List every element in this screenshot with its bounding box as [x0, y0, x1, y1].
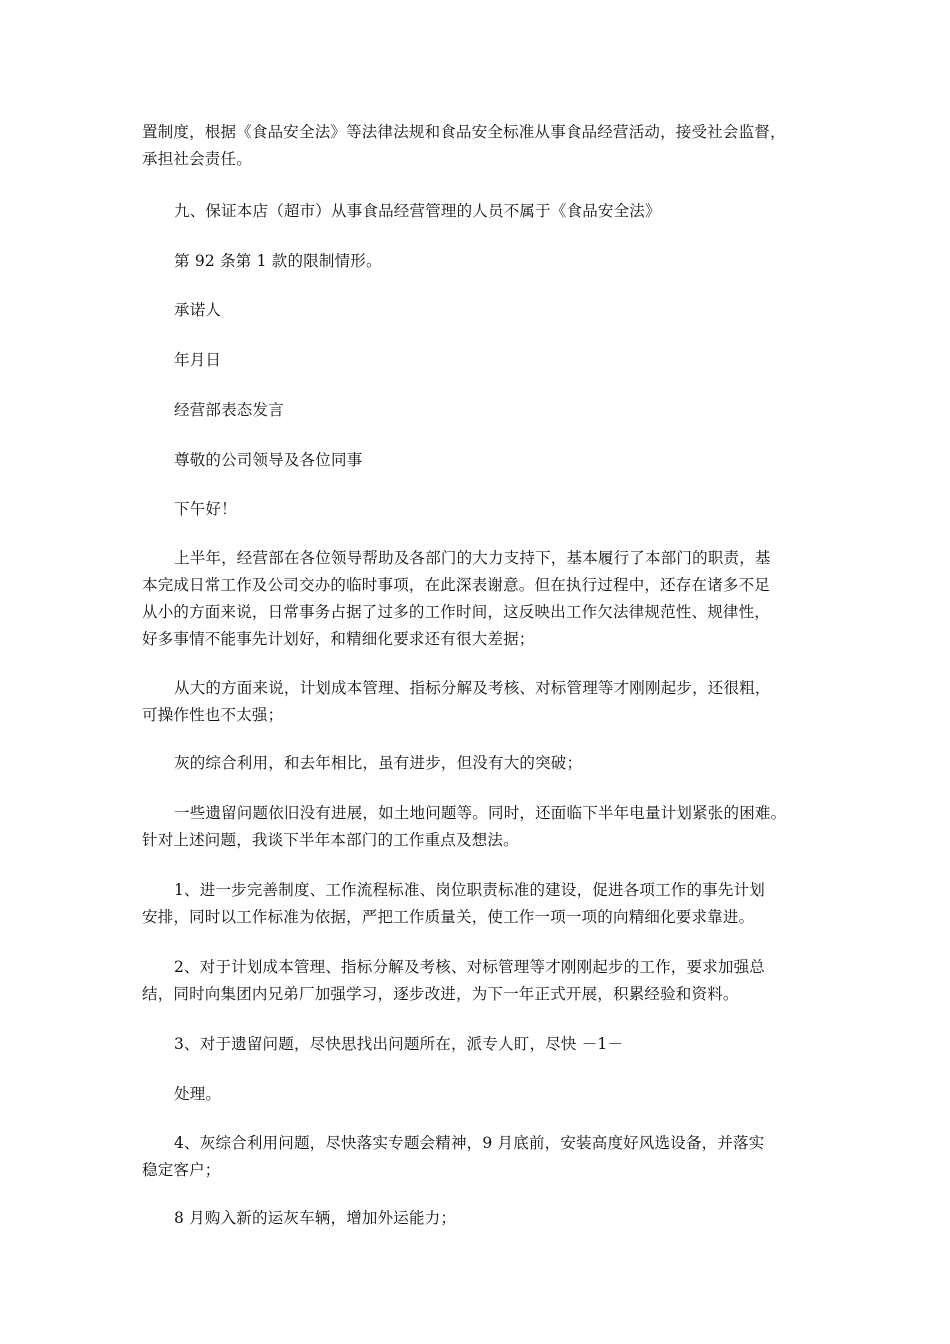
paragraph-plan-item-1 — [142, 877, 842, 931]
paragraph-plan-item-4 — [142, 1130, 842, 1184]
text-line: 下午好！ — [174, 500, 237, 518]
text-line: 3、对于遗留问题，尽快思找出问题所在，派专人盯，尽快 －1－ — [174, 1035, 624, 1053]
paragraph-legacy-issues — [142, 800, 842, 854]
paragraph-first-half-summary — [142, 545, 842, 653]
paragraph-article-92 — [174, 248, 874, 275]
text-line: 经营部表态发言 — [174, 401, 284, 419]
text-line: 安排，同时以工作标准为依据，严把工作质量关，使工作一项一项的向精细化要求靠进。 — [142, 908, 755, 926]
greeting — [174, 496, 874, 523]
paragraph-plan-item-3 — [174, 1031, 874, 1058]
text-line: 第 92 条第 1 款的限制情形。 — [174, 252, 382, 270]
text-line: 承诺人 — [174, 301, 222, 319]
text-line: 8 月购入新的运灰车辆，增加外运能力； — [174, 1209, 457, 1227]
text-line: 从大的方面来说，计划成本管理、指标分解及考核、对标管理等才刚刚起步，还很粗， — [174, 679, 771, 697]
text-line: 好多事情不能事先计划好，和精细化要求还有很大差据； — [142, 630, 535, 648]
text-line: 稳定客户； — [142, 1161, 221, 1179]
salutation — [174, 447, 874, 474]
paragraph-plan-item-2 — [142, 954, 842, 1008]
paragraph-broad-aspect — [142, 675, 842, 729]
text-line: 4、灰综合利用问题，尽快落实专题会精神，9 月底前，安装高度好风选设备，并落实 — [174, 1134, 765, 1152]
paragraph-vehicles — [174, 1205, 874, 1232]
text-line: 尊敬的公司领导及各位同事 — [174, 451, 363, 469]
paragraph-handle — [174, 1081, 874, 1108]
text-line: 处理。 — [174, 1085, 222, 1103]
text-line: 灰的综合利用，和去年相比，虽有进步，但没有大的突破； — [174, 754, 583, 772]
text-line: 承担社会责任。 — [142, 150, 252, 168]
text-line: 2、对于计划成本管理、指标分解及考核、对标管理等才刚刚起步的工作，要求加强总 — [174, 958, 765, 976]
text-line: 本完成日常工作及公司交办的临时事项，在此深表谢意。但在执行过程中，还存在诸多不足 — [142, 576, 771, 594]
text-line: 年月日 — [174, 351, 222, 369]
text-line: 一些遗留问题依旧没有进展，如土地问题等。同时，还面临下半年电量计划紧张的困难。 — [174, 804, 787, 822]
section-title — [174, 397, 874, 424]
text-line: 从小的方面来说，日常事务占据了过多的工作时间，这反映出工作欠法律规范性、规律性， — [142, 603, 771, 621]
paragraph-item-nine — [174, 198, 874, 225]
paragraph-ash-utilization — [174, 750, 874, 777]
text-line: 上半年，经营部在各位领导帮助及各部门的大力支持下，基本履行了本部门的职责，基 — [174, 549, 771, 567]
text-line: 可操作性也不太强； — [142, 706, 284, 724]
text-line: 置制度，根据《食品安全法》等法律法规和食品安全标准从事食品经营活动，接受社会监督， — [142, 123, 786, 141]
text-line: 结，同时向集团内兄弟厂加强学习，逐步改进，为下一年正式开展，积累经验和资料。 — [142, 985, 739, 1003]
paragraph-food-safety-law-continuation — [142, 119, 842, 173]
text-line: 针对上述问题，我谈下半年本部门的工作重点及想法。 — [142, 831, 519, 849]
paragraph-date — [174, 347, 874, 374]
paragraph-promisor — [174, 297, 874, 324]
text-line: 九、保证本店（超市）从事食品经营管理的人员不属于《食品安全法》 — [174, 202, 661, 220]
text-line: 1、进一步完善制度、工作流程标准、岗位职责标准的建设，促进各项工作的事先计划 — [174, 881, 765, 899]
